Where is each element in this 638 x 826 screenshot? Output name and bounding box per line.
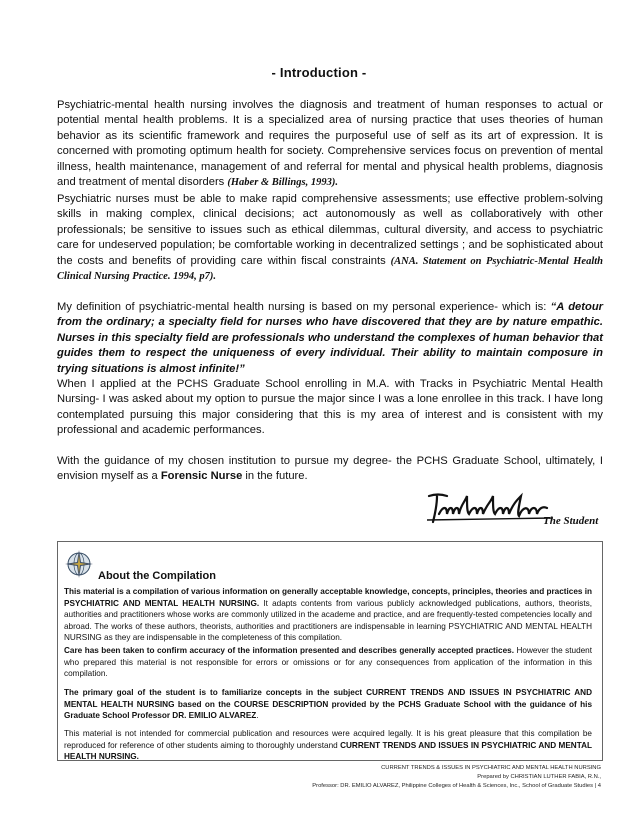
citation-haber: (Haber & Billings, 1993).: [227, 177, 338, 189]
compilation-p1-bold: This material is a compilation of various information on generally acceptable knowledge, concepts, principles, theories and practices in PSYCHIATRIC AND MENTAL HEALTH NURSING.: [64, 587, 592, 608]
compilation-paragraph-3: [64, 687, 592, 722]
footer-course: CURRENT TRENDS & ISSUES IN PSYCHIATRIC AND MENTAL HEALTH NURSING: [381, 765, 601, 771]
footer-author: Prepared by CHRISTIAN LUTHER FABIA, R.N.,: [477, 774, 601, 780]
forensic-nurse-term: Forensic Nurse: [160, 470, 243, 483]
paragraph-4-text: When I applied at the PCHS Graduate School enrolling in M.A. with Tracks in Psychiatric Mental Health Nursing- I was asked about my option to pursue the major since I was a lone enrollee in this track. I have long contemplated pursuing this major considering that this is my area of interest and is consistent with my professional and academic performances.: [57, 378, 603, 437]
compilation-title: About the Compilation: [98, 570, 216, 582]
page-number: | 4: [594, 783, 601, 789]
compilation-paragraph-4: [64, 728, 592, 763]
paragraph-5: [57, 454, 603, 485]
compilation-p4-text: This material is not intended for commercial publication and resources were acquired legally. It is his great pleasure that this compilation be reproduced for reference of other students aiming to thoroughly understand: [64, 729, 592, 750]
page-footer: [312, 764, 601, 791]
paragraph-2-text: Psychiatric nurses must be able to make rapid comprehensive assessments; use effective problem-solving skills in making complex, clinical decisions; act autonomously as well as collaboratively with other professionals; be sensitive to issues such as ethical dilemmas, cultural diversity, and access to psychiatric care for undeserved population; be comfortable working in decentralized settings ; and be sophisticated about the costs and benefits of providing care within fiscal constraints: [57, 193, 603, 267]
paragraph-5-tail: in the future.: [242, 470, 308, 483]
footer-professor: Professor: DR. EMILIO ALVAREZ, Philippine Colleges of Health & Sciences, Inc., School of Graduate Studies: [312, 783, 594, 789]
paragraph-1-text: Psychiatric-mental health nursing involves the diagnosis and treatment of human responses to actual or potential mental health problems. It is a specialized area of nursing practice that uses theories of human behavior as its scientific framework and requires the purposeful use of self as its art of expression. It is concerned with promoting optimum health for society. Comprehensive services focus on prevention of mental illness, health maintenance, management of and referral for mental and physical health problems, diagnosis and treatment of mental disorders: [57, 99, 603, 189]
compilation-p3-bold: The primary goal of the student is to familiarize concepts in the subject CURRENT TRENDS AND ISSUES IN PSYCHIATRIC AND MENTAL HEALTH NURSING based on the COURSE DESCRIPTION provided by the PCHS Graduate School with the guidance of his Graduate School Professor DR. EMILIO ALVAREZ: [64, 688, 592, 721]
citation-ana: (ANA. Statement on Psychiatric-Mental Health Clinical Nursing Practice. 1994, p7).: [57, 255, 603, 283]
page-title: - Introduction -: [271, 65, 367, 80]
compilation-paragraph-1: [64, 586, 592, 644]
paragraph-3-lead: My definition of psychiatric-mental health nursing is based on my personal experience- which is:: [57, 301, 551, 313]
compass-globe-icon: [63, 549, 95, 579]
compilation-p2-bold: Care has been taken to confirm accuracy of the information presented and describes generally accepted practices.: [64, 646, 514, 655]
footer-professor-line: [312, 782, 601, 791]
compilation-paragraph-2: [64, 645, 592, 680]
definition-quote: “A detour from the ordinary; a specialty field for nurses who have discovered that they are by nature empathic. Nurses in this specialty field are professionals who understand the complexes of human behavior that guides them to respect the uniqueness of every individual. Their ability to maintain composure in trying situations is almost infinite!”: [57, 301, 604, 375]
compilation-p3-tail: .: [256, 711, 259, 721]
paragraph-2: [57, 192, 603, 284]
paragraph-5-lead: With the guidance of my chosen institution to pursue my degree- the PCHS Graduate School, ultimately, I envision myself as a: [57, 455, 603, 483]
signature-icon: [425, 488, 555, 526]
paragraph-1: [57, 98, 603, 190]
paragraph-3: [57, 300, 603, 377]
signature-label: The Student: [543, 515, 599, 527]
compilation-p2-text: However the student who prepared this material is not responsible for errors or omissions or for any consequences from application of the information in this compilation.: [64, 646, 593, 679]
compilation-p4-bold: CURRENT TRENDS AND ISSUES IN PSYCHIATRIC AND MENTAL HEALTH NURSING.: [64, 740, 593, 762]
paragraph-4: [57, 377, 603, 439]
compilation-p1-text: It adapts contents from various publicly acknowledged publications, authors, theorists, authorities and practitioners whose works are commonly utilized in the academe and practice, and are frequently-tested competencies locally and abroad. The works of these authors, theorists, authorities and practitioners are indispensable in learning PSYCHIATRIC AND MENTAL HEALTH NURSING as they are indispensable in the completeness of this compilation.: [64, 598, 592, 643]
